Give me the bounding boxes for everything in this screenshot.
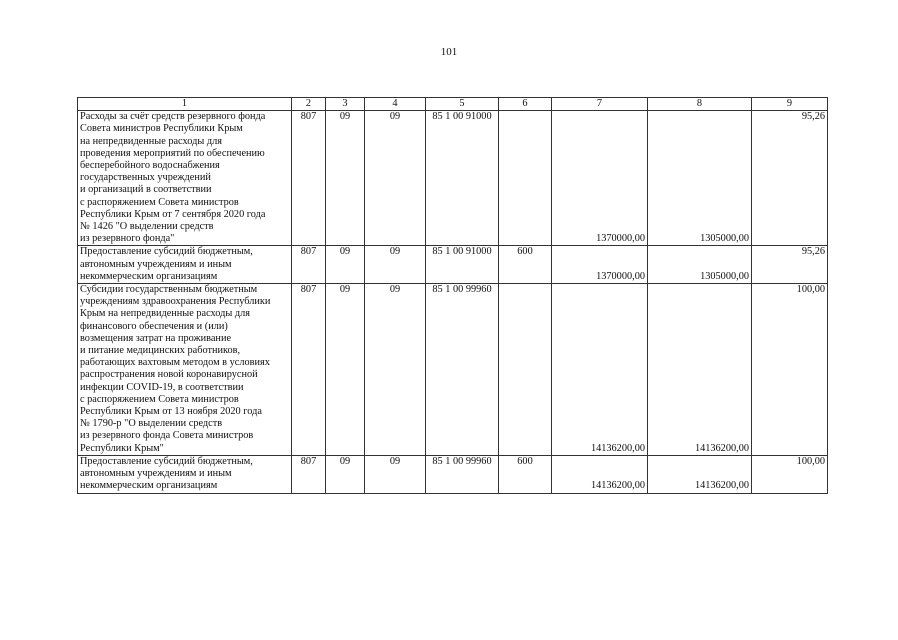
- header-col-5: 5: [426, 98, 499, 111]
- row-col-5: 85 1 00 91000: [426, 111, 499, 246]
- header-col-1: 1: [78, 98, 292, 111]
- row-description: Предоставление субсидий бюджетным, автономным учреждениям и иным некоммерческим организациям: [78, 246, 292, 284]
- row-col-9: 100,00: [752, 284, 828, 456]
- row-col-7: 14136200,00: [552, 455, 648, 493]
- row-col-3: 09: [326, 455, 365, 493]
- row-col-2: 807: [292, 246, 326, 284]
- row-col-7: 1370000,00: [552, 111, 648, 246]
- row-col-9: 95,26: [752, 111, 828, 246]
- row-col-6: 600: [499, 246, 552, 284]
- row-col-4: 09: [365, 246, 426, 284]
- row-description: Предоставление субсидий бюджетным, автономным учреждениям и иным некоммерческим организациям: [78, 455, 292, 493]
- table-row: [78, 284, 828, 456]
- row-col-3: 09: [326, 111, 365, 246]
- row-col-5: 85 1 00 99960: [426, 284, 499, 456]
- row-col-9: 100,00: [752, 455, 828, 493]
- row-col-2: 807: [292, 284, 326, 456]
- header-col-7: 7: [552, 98, 648, 111]
- row-col-6: 600: [499, 455, 552, 493]
- row-description: Расходы за счёт средств резервного фонда Совета министров Республики Крым на непредвиденные расходы для проведения мероприятий по обеспечению бесперебойного водоснабжения государственных учреждений и организаций в соответствии с распоряжением Совета министров Республики Крым от 7 сентября 2020 года № 1426 "О выделении средств из резервного фонда": [78, 111, 292, 246]
- row-col-3: 09: [326, 284, 365, 456]
- row-col-4: 09: [365, 455, 426, 493]
- header-row: [78, 98, 828, 111]
- row-col-8: 14136200,00: [648, 284, 752, 456]
- row-col-5: 85 1 00 91000: [426, 246, 499, 284]
- row-col-8: 14136200,00: [648, 455, 752, 493]
- header-col-3: 3: [326, 98, 365, 111]
- row-col-4: 09: [365, 111, 426, 246]
- table-row: [78, 455, 828, 493]
- row-col-6: [499, 111, 552, 246]
- row-col-7: 14136200,00: [552, 284, 648, 456]
- table-row: [78, 246, 828, 284]
- row-col-9: 95,26: [752, 246, 828, 284]
- row-col-7: 1370000,00: [552, 246, 648, 284]
- header-col-2: 2: [292, 98, 326, 111]
- row-col-2: 807: [292, 111, 326, 246]
- header-col-9: 9: [752, 98, 828, 111]
- table-row: [78, 111, 828, 246]
- row-description: Субсидии государственным бюджетным учреждениям здравоохранения Республики Крым на непредвиденные расходы для финансового обеспечения и (или) возмещения затрат на проживание и питание медицинских работников, работающих вахтовым методом в условиях распространения новой коронавирусной инфекции COVID-19, в соответствии с распоряжением Совета министров Республики Крым от 13 ноября 2020 года № 1790-р "О выделении средств из резервного фонда Совета министров Республики Крым": [78, 284, 292, 456]
- row-col-2: 807: [292, 455, 326, 493]
- row-col-3: 09: [326, 246, 365, 284]
- page-number: 101: [440, 46, 458, 58]
- row-col-4: 09: [365, 284, 426, 456]
- budget-table: [77, 97, 828, 494]
- row-col-5: 85 1 00 99960: [426, 455, 499, 493]
- header-col-6: 6: [499, 98, 552, 111]
- row-col-6: [499, 284, 552, 456]
- row-col-8: 1305000,00: [648, 246, 752, 284]
- row-col-8: 1305000,00: [648, 111, 752, 246]
- header-col-8: 8: [648, 98, 752, 111]
- header-col-4: 4: [365, 98, 426, 111]
